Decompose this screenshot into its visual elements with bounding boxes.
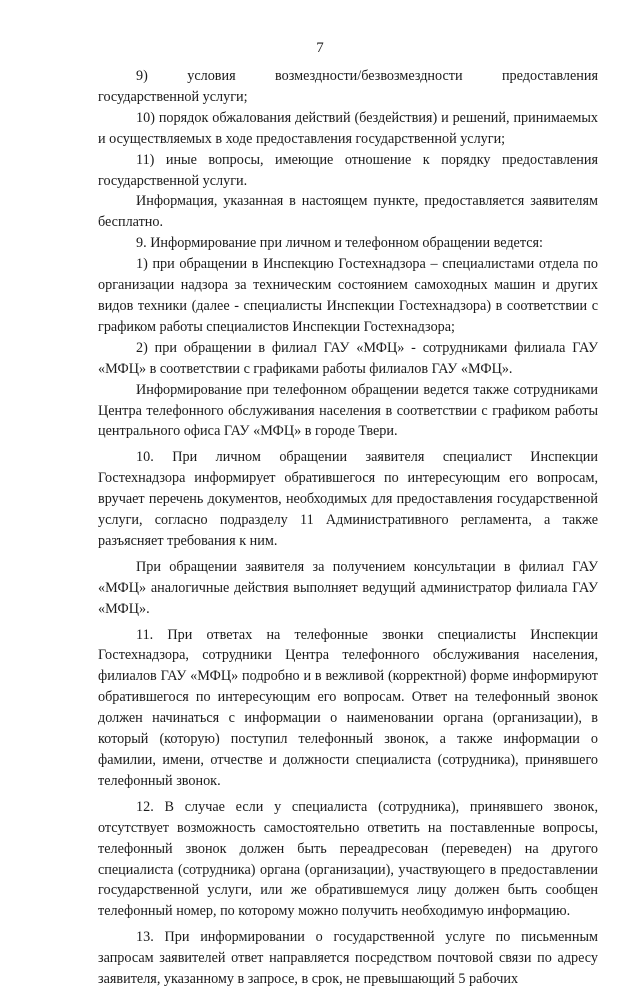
paragraph-item-10: 10) порядок обжалования действий (бездействия) и решений, принимаемых и осуществляемых в ходе предоставления государственной услуги; bbox=[98, 109, 598, 147]
paragraph-section-13: 13. При информировании о государственной услуге по письменным запросам заявителей ответ направляется посредством почтовой связи по адресу заявителя, указанному в запросе, в срок, не превышающий 5 рабочих bbox=[98, 929, 598, 988]
paragraph-mfc-consult: При обращении заявителя за получением консультации в филиал ГАУ «МФЦ» аналогичные действия выполняет ведущий администратор филиала ГАУ «МФЦ». bbox=[98, 558, 598, 617]
paragraph-section-10: 10. При личном обращении заявителя специалист Инспекции Гостехнадзора информирует обратившегося по интересующим его вопросам, вручает перечень документов, необходимых для предоставления государственной услуги, согласно подразделу 11 Административного регламента, а также разъясняет требования к ним. bbox=[98, 449, 598, 549]
paragraph-section-9-2: 2) при обращении в филиал ГАУ «МФЦ» - сотрудниками филиала ГАУ «МФЦ» в соответствии с графиками работы филиалов ГАУ «МФЦ». bbox=[98, 339, 598, 377]
paragraph-phone-info: Информирование при телефонном обращении ведется также сотрудниками Центра телефонного обслуживания населения в соответствии с графиком работы центрального офиса ГАУ «МФЦ» в городе Твери. bbox=[98, 381, 598, 440]
paragraph-item-11: 11) иные вопросы, имеющие отношение к порядку предоставления государственной услуги. bbox=[98, 151, 598, 189]
paragraph-section-12: 12. В случае если у специалиста (сотрудника), принявшего звонок, отсутствует возможность самостоятельно ответить на поставленные вопросы, телефонный звонок должен быть переадресован (переведен) на другого специалиста (сотрудника) органа (организации), участвующего в предоставлении государственной услуги, или же обратившемуся лицу должен быть сообщен телефонный номер, по которому можно получить необходимую информацию. bbox=[98, 798, 598, 920]
paragraph-info-free: Информация, указанная в настоящем пункте, предоставляется заявителям бесплатно. bbox=[98, 193, 598, 231]
page-number: 7 bbox=[316, 40, 324, 56]
paragraph-item-9: 9) условия возмездности/безвозмездности предоставления государственной услуги; bbox=[98, 68, 598, 105]
document-body bbox=[98, 66, 598, 990]
paragraph-section-9: 9. Информирование при личном и телефонном обращении ведется: bbox=[136, 235, 543, 252]
paragraph-section-9-1: 1) при обращении в Инспекцию Гостехнадзора – специалистами отдела по организации надзора за техническим состоянием самоходных машин и других видов техники (далее - специалисты Инспекции Гостехнадзора) в соответствии с графиком работы специалистов Инспекции Гостехнадзора; bbox=[98, 256, 598, 335]
paragraph-section-11: 11. При ответах на телефонные звонки специалисты Инспекции Гостехнадзора, сотрудники Центра телефонного обслуживания населения, филиалов ГАУ «МФЦ» подробно и в вежливой (корректной) форме информируют обратившегося по интересующим его вопросам. Ответ на телефонный звонок должен начинаться с информации о наименовании органа (организации), в который (которую) поступил телефонный звонок, а также информации о фамилии, имени, отчестве и должности специалиста (сотрудника), принявшего телефонный звонок. bbox=[98, 626, 598, 789]
